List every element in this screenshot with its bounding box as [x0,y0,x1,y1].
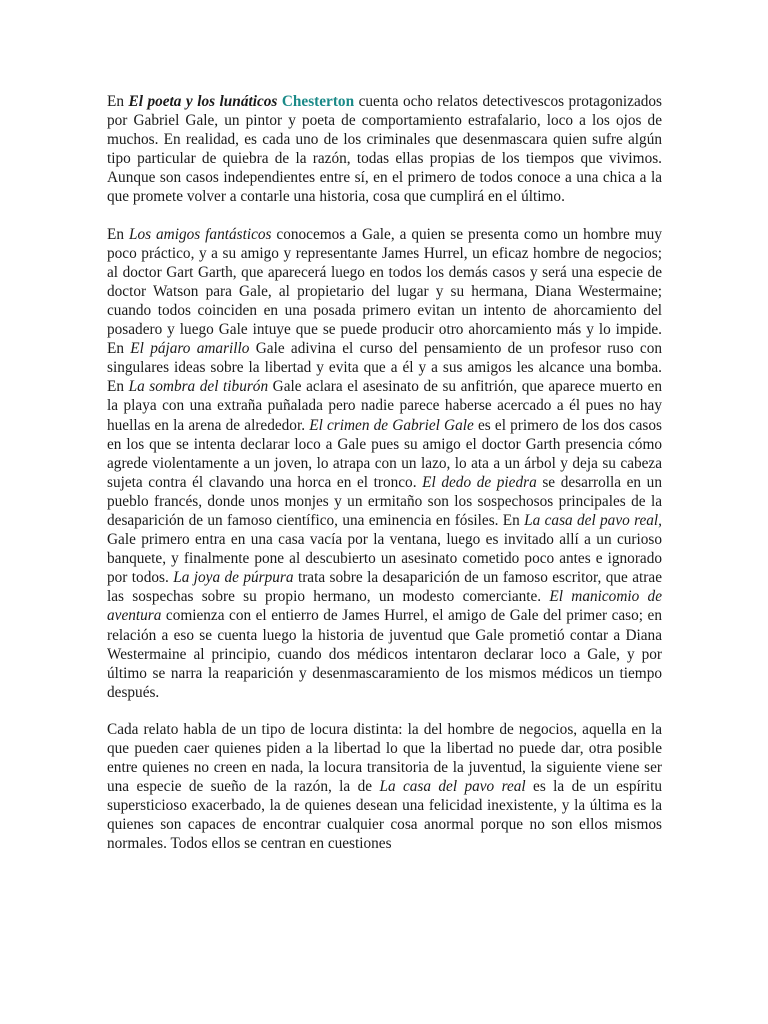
book-title: El poeta y los lunáticos [128,93,278,110]
text-span: Gale aclara el asesinato de su anfitrión, que aparece muerto en la playa con una extraña puñalada pero nadie parece haberse acercado a él pues no hay huellas en la arena de alrededor. [107,378,662,434]
paragraph-1 [107,92,662,207]
text-span: trata sobre la desaparición de un famoso escritor, que atrae las sospechas sobre su propio hermano, un modesto comerciante. [107,569,662,606]
story-title: La casa del pavo real, [524,511,662,529]
story-title: Los amigos fantásticos [128,225,272,243]
text-span: Cada relato habla de un tipo de locura distinta: la del hombre de negocios, aquella en la que pueden caer quienes piden a la libertad lo que la libertad no puede dar, otra posible entre quienes no creen en nada, la locura transitoria de la juventud, la siguiente viene ser una especie de sueño de la razón, la de [107,720,662,796]
story-title: La casa del pavo real [379,778,526,796]
paragraph-3 [107,720,662,854]
story-title: El dedo de piedra [422,473,537,491]
text-span: se desarrolla en un pueblo francés, donde unos monjes y un ermitaño son los sospechosos principales de la desaparición de un famoso científico, una eminencia en fósiles. En [107,473,662,529]
story-title: La joya de púrpura [173,569,294,587]
author-link[interactable]: Chesterton [281,93,355,110]
document-body [107,92,662,872]
text-span: cuenta ocho relatos detectivescos protagonizados por Gabriel Gale, un pintor y poeta de comportamiento estrafalario, loco a los ojos de muchos. En realidad, es cada uno de los criminales que desenmascara quien sufre algún tipo particular de quiebra de la razón, todas ellas propias de los tiempos que vivimos. Aunque son casos independientes entre sí, en el primero de todos conoce a una chica a la que promete volver a contarle una historia, cosa que cumplirá en el último. [107,93,662,206]
story-title: La sombra del tiburón [128,378,269,396]
text-span: comienza con el entierro de James Hurrel, el amigo de Gale del primer caso; en relación a eso se cuenta luego la historia de juventud que Gale prometió contar a Diana Westermaine al principio, cuando dos médicos intentaron declarar loco a Gale, y por último se narra la reaparición y desenmascaramiento de los mismos médicos un tiempo después. [107,607,662,701]
text-span: En [107,225,129,243]
text-span: conocemos a Gale, a quien se presenta como un hombre muy poco práctico, y a su amigo y representante James Hurrel, un eficaz hombre de negocios; al doctor Gart Garth, que aparecerá luego en todos los demás casos y será una especie de doctor Watson para Gale, al propietario del lugar y su hermana, Diana Westermaine; cuando todos coinciden en una posada primero evitan un intento de ahorcamiento del posadero y luego Gale intuye que se puede producir otro ahorcamiento más y lo impide. En [107,225,662,358]
story-title: El crimen de Gabriel Gale [309,416,474,434]
text-span: En [107,93,129,110]
text-span: Gale adivina el curso del pensamiento de un profesor ruso con singulares ideas sobre la libertad y evita que a él y a sus amigos les alcance una bomba. En [107,340,662,396]
story-title: El manicomio de aventura [107,588,662,625]
paragraph-2 [107,225,662,702]
text-span: es la de un espíritu supersticioso exacerbado, la de quienes desean una felicidad inexistente, y la última es la quienes son capaces de encontrar cualquier cosa anormal porque no son ellos mismos normales. Todos ellos se centran en cuestiones [107,778,662,853]
text-span: es el primero de los dos casos en los que se intenta declarar loco a Gale pues su amigo el doctor Garth presencia cómo agrede violentamente a un joven, lo atrapa con un lazo, lo ata a un árbol y deja su cabeza sujeta contra él clavando una horca en el tronco. [107,416,662,491]
story-title: El pájaro amarillo [130,340,250,358]
text-span: Gale primero entra en una casa vacía por la ventana, luego es invitado allí a un curioso banquete, y finalmente pone al descubierto un asesinato cometido poco antes e ignorado por todos. [107,531,662,587]
